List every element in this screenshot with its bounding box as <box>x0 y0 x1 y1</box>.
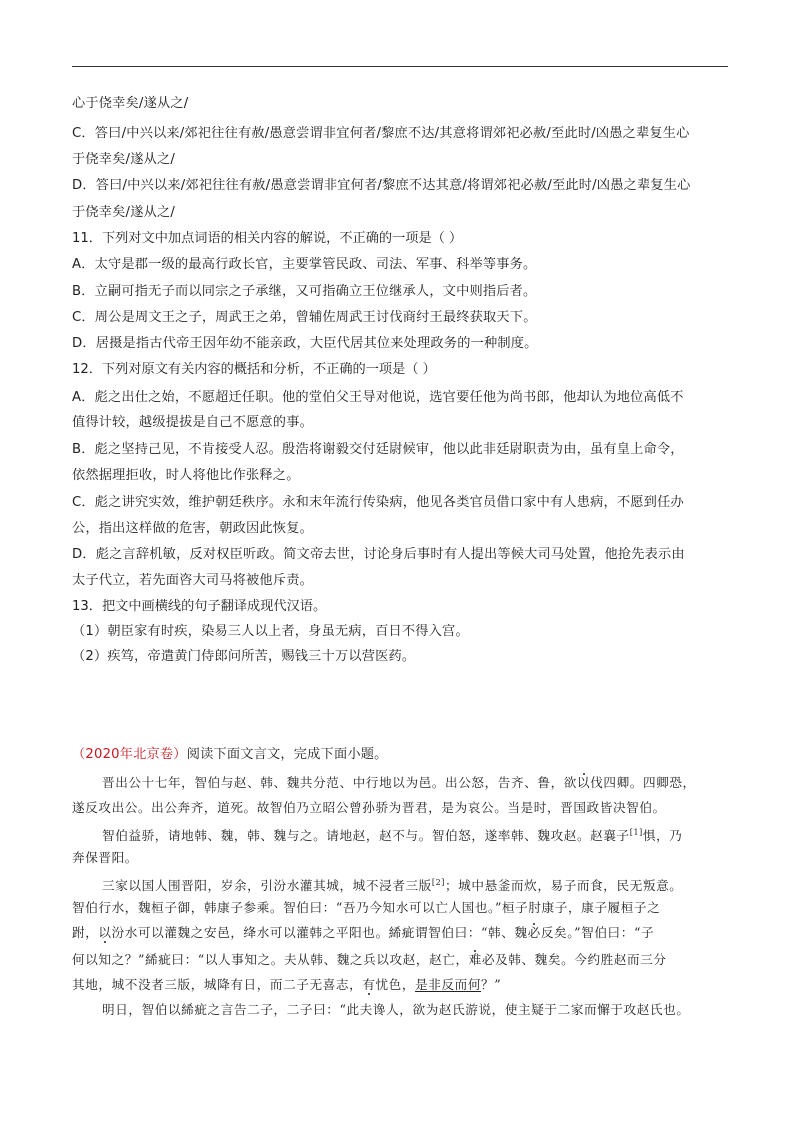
passage-text: 伐四卿。四卿恐， <box>590 775 696 790</box>
underlined-sentence: 是非反而何 <box>415 977 482 992</box>
q12-option-a-cont: 值得计较，越级提拔是自己不愿意的事。 <box>72 415 313 430</box>
q11-option-b: B．立嗣可指无子而以同宗之子承继，又可指确立王位继承人，文中则指后者。 <box>72 284 537 299</box>
dotted-word: 以 <box>98 925 112 940</box>
passage-line <box>102 773 762 793</box>
passage-text: 其地，城不没者三版，城降有日，而二子无喜志， <box>72 977 363 992</box>
q11-option-c: C．周公是周文王之子，周武王之弟，曾辅佐周武王讨伐商纣王最终获取天下。 <box>72 310 537 325</box>
option-d-line: D．答曰/中兴以来/郊祀往往有赦/愚意尝谓非宜何者/黎庶不达其意/将谓郊祀必赦/至此时/凶愚之辈复生心 <box>72 178 691 193</box>
q12-option-d: D．彪之言辞机敏，反对权臣听政。简文帝去世，讨论身后事时有人提出等候大司马处置，他抢先表示由 <box>72 547 685 562</box>
passage-line <box>72 975 732 995</box>
dotted-word: 必 <box>527 925 541 940</box>
passage-text: 反矣。”智伯曰：“子 <box>540 925 655 940</box>
passage-text: 三家以国人围晋阳，岁余，引汾水灌其城，城不浸者三版 <box>102 878 432 894</box>
q12-option-d-cont: 太子代立，若先面咨大司马将被他斥责。 <box>72 573 313 588</box>
text-line: 心于侥幸矣/遂从之/ <box>72 96 189 111</box>
source-tag: （2020年北京卷） <box>72 747 187 762</box>
footnote-mark: [1] <box>629 828 643 837</box>
passage-line <box>72 950 732 970</box>
passage-text: 必及韩、魏矣。今约胜赵而三分 <box>481 952 667 967</box>
q11-option-d: D．居摄是指古代帝王因年幼不能亲政，大臣代居其位来处理政务的一种制度。 <box>72 336 538 351</box>
q11-option-a: A．太守是郡一级的最高行政长官，主要掌管民政、司法、军事、科举等事务。 <box>72 257 537 272</box>
q12-option-a: A．彪之出仕之始，不愿超迁任职。他的堂伯父王导对他说，选官要任他为尚书郎，他却认为地位高低不 <box>72 390 684 405</box>
passage-line: 智伯行水，魏桓子御，韩康子参乘。智伯曰：“吾乃今知水可以亡人国也。”桓子肘康子，康子履桓子之 <box>72 900 661 915</box>
passage-line <box>102 873 762 896</box>
passage-text: ？” <box>481 977 502 992</box>
passage-text: 何以知之？”絺疵曰：“以人事知之。夫从韩、魏之兵以攻赵，赵亡， <box>72 952 469 967</box>
q12-option-b-cont: 依然据理拒收，时人将他比作张释之。 <box>72 468 300 483</box>
passage-line: 明日，智伯以絺疵之言告二子，二子曰：“此夫谗人，欲为赵氏游说，使主疑于二家而懈于攻赵氏也。 <box>102 1002 690 1017</box>
dotted-word: 难 <box>468 952 482 967</box>
section-intro: 阅读下面文言文，完成下面小题。 <box>186 747 388 762</box>
passage-line: 遂反攻出公。出公奔齐，道死。故智伯乃立昭公曾孙骄为晋君，是为哀公。当是时，晋国政皆决智伯。 <box>72 800 666 815</box>
passage-line <box>102 823 762 846</box>
question-13: 13．把文中画横线的句子翻译成现代汉语。 <box>72 599 327 614</box>
passage-text: 忧色， <box>375 977 416 992</box>
passage-text: ；城中悬釜而炊，易子而食，民无叛意。 <box>444 878 683 894</box>
passage-text: 跗， <box>72 925 99 940</box>
option-c-line: C．答曰/中兴以来/郊祀往往有赦/愚意尝谓非宜何者/黎庶不达/其意将谓郊祀必赦/至此时/凶愚之辈复生心 <box>72 126 690 141</box>
header-rule <box>72 66 728 67</box>
q13-item-2: （2）疾笃，帝遣黄门侍郎问所苦，赐钱三十万以营医药。 <box>72 649 416 664</box>
passage-text: 惧，乃 <box>642 828 683 844</box>
question-11: 11．下列对文中加点词语的相关内容的解说，不正确的一项是（ ） <box>72 231 463 246</box>
text-line: 于侥幸矣/遂从之/ <box>72 205 175 220</box>
dotted-word: 以 <box>576 775 591 790</box>
passage-line <box>72 923 732 943</box>
passage-text: 汾水可以灌魏之安邑，绛水可以灌韩之平阳也。絺疵谓智伯曰：“韩、魏 <box>111 925 528 940</box>
dotted-word: 有 <box>362 977 376 992</box>
passage-text: 智伯益骄，请地韩、魏，韩、魏与之。请地赵，赵不与。智伯怒，遂率韩、魏攻赵。赵襄子 <box>102 828 630 844</box>
q12-option-c-cont: 公，指出这样做的危害，朝政因此恢复。 <box>72 521 313 536</box>
section-heading <box>72 745 732 765</box>
q12-option-c: C．彪之讲究实效，维护朝廷秩序。永和末年流行传染病，他见各类官员借口家中有人患病，不愿到任办 <box>72 495 684 510</box>
q13-item-1: （1）朝臣家有时疾，染易三人以上者，身虽无病，百日不得入宫。 <box>72 624 469 639</box>
footnote-mark: [2] <box>431 878 445 887</box>
passage-text: 晋出公十七年，智伯与赵、韩、魏共分范、中行地以为邑。出公怒，告齐、鲁，欲 <box>102 775 577 790</box>
q12-option-b: B．彪之坚持己见，不肯接受人忍。殷浩将谢毅交付廷尉候审，他以此非廷尉职责为由，虽有皇上命令， <box>72 442 684 457</box>
question-12: 12．下列对原文有关内容的概括和分析，不正确的一项是（ ） <box>72 362 436 377</box>
text-line: 于侥幸矣/遂从之/ <box>72 152 175 167</box>
passage-line: 奔保晋阳。 <box>72 850 138 865</box>
